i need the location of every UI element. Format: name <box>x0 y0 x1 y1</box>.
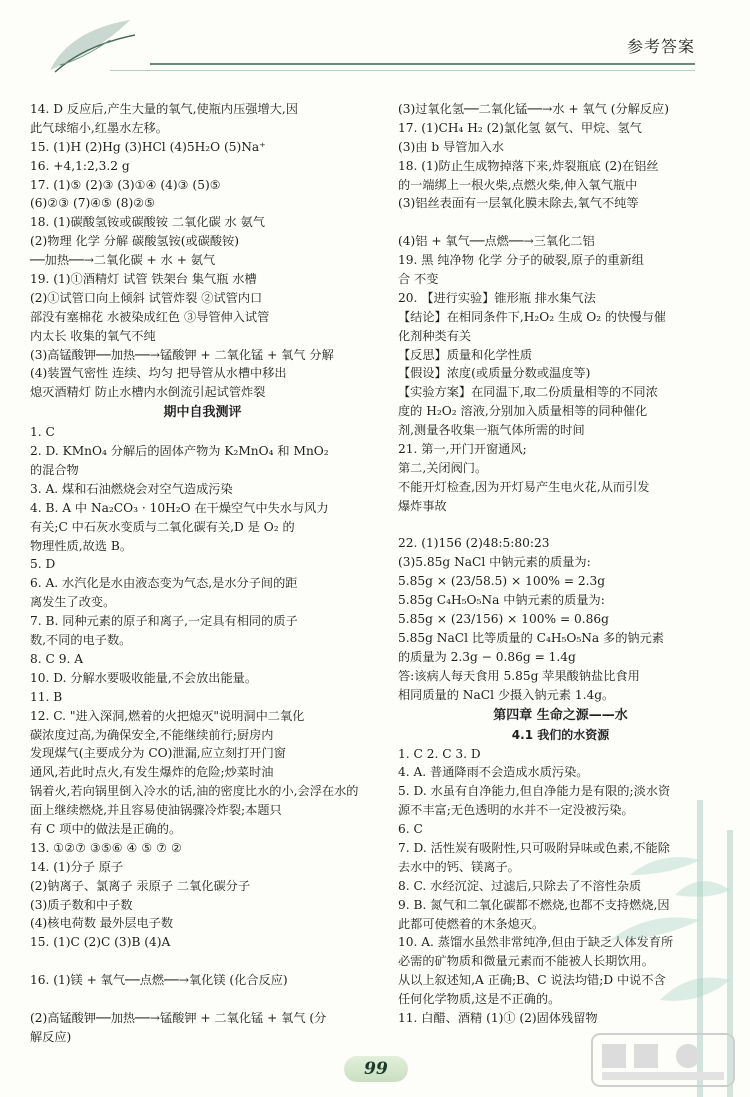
page-header <box>0 0 750 80</box>
header-title: 参考答案 <box>626 37 695 56</box>
answer-line: 答:该病人每天食用 5.85g 苹果酸钠盐比食用 <box>398 668 640 683</box>
answer-line: 5.85g C₄H₅O₅Na 中钠元素的质量为: <box>398 593 605 608</box>
answer-line: 22. (1)156 (2)48:5:80:23 <box>398 536 550 551</box>
answer-line: 合 不变 <box>398 272 439 287</box>
answer-line: 锅着火,若向锅里倒入冷水的话,油的密度比水的小,会浮在水的 <box>30 784 359 799</box>
answer-line: 去水中的钙、镁离子。 <box>398 859 520 874</box>
answer-line: 相同质量的 NaCl 少摄入钠元素 1.4g。 <box>398 687 615 702</box>
answer-line: 17. (1)⑤ (2)③ (3)①④ (4)③ (5)⑤ <box>30 177 221 192</box>
answer-line: 18. (1)防止生成物掉落下来,炸裂瓶底 (2)在铝丝 <box>398 158 659 173</box>
page-number: 99 <box>344 1056 408 1082</box>
answer-line: 6. C <box>398 822 423 837</box>
answer-line: ──加热──→二氧化碳 + 水 + 氨气 <box>30 253 216 268</box>
answer-line <box>30 990 375 1009</box>
answer-line: 此都可使燃着的木条熄灭。 <box>398 916 545 931</box>
answer-line: 剂,测量各收集一瓶气体所需的时间 <box>398 423 585 438</box>
answer-line: 通风,若此时点火,有发生爆炸的危险;炒菜时油 <box>30 765 274 780</box>
answer-line: 的质量为 2.3g − 0.86g = 1.4g <box>398 649 576 664</box>
answer-line: (3)高锰酸钾──加热──→锰酸钾 + 二氧化锰 + 氧气 分解 <box>30 347 334 362</box>
answer-line: (3)铝丝表面有一层氧化膜未除去,氧气不纯等 <box>398 196 639 211</box>
answer-line <box>398 213 723 232</box>
answer-line: (3)由 b 导管加入水 <box>398 139 504 154</box>
answer-line: 14. (1)分子 原子 <box>30 859 124 874</box>
answer-line: 4. A. 普通降雨不会造成水质污染。 <box>398 765 589 780</box>
answer-line: 5.85g NaCl 比等质量的 C₄H₅O₅Na 多的钠元素 <box>398 630 664 645</box>
answer-line: (2)高锰酸钾──加热──→锰酸钾 + 二氧化锰 + 氧气 (分 <box>30 1010 327 1025</box>
answer-line: (4)铝 + 氧气──点燃──→三氧化二铝 <box>398 234 595 249</box>
answer-line: 【反思】质量和化学性质 <box>398 347 533 362</box>
answer-line: (2)钠离子、氯离子 汞原子 二氧化碳分子 <box>30 878 251 893</box>
answer-line: 19. (1)①酒精灯 试管 铁架台 集气瓶 水槽 <box>30 272 257 287</box>
answer-line: 15. (1)C (2)C (3)B (4)A <box>30 935 171 950</box>
answer-line: 熄灭酒精灯 防止水槽内水倒流引起试管炸裂 <box>30 385 266 400</box>
answer-line: (3)5.85g NaCl 中钠元素的质量为: <box>398 555 591 570</box>
answer-line: 发现煤气(主要成分为 CO)泄漏,应立刻打开门窗 <box>30 746 286 761</box>
answer-line: (4)装置气密性 连续、均匀 把导管从水槽中移出 <box>30 366 287 381</box>
answer-line: 13. ①②⑦ ③⑤⑥ ④ ⑤ ⑦ ② <box>30 840 182 855</box>
answer-line: 度的 H₂O₂ 溶液,分别加入质量相等的同种催化 <box>398 404 648 419</box>
answer-line: (3)过氧化氢──二氧化锰──→水 + 氧气 (分解反应) <box>398 102 669 116</box>
answer-line: 19. 黑 纯净物 化学 分子的破裂,原子的重新组 <box>398 253 644 268</box>
answer-line: 的混合物 <box>30 463 79 478</box>
answer-line: 10. D. 分解水要吸收能量,不会放出能量。 <box>30 670 258 685</box>
answer-line: (2)①试管口向上倾斜 试管炸裂 ②试管内口 <box>30 290 263 305</box>
left-column <box>30 100 375 1047</box>
answer-line: 6. A. 水汽化是水由液态变为气态,是水分子间的距 <box>30 576 298 591</box>
answer-line: 5. D <box>30 557 56 572</box>
answer-line: 20. 【进行实验】锥形瓶 排水集气法 <box>398 290 596 305</box>
answer-line: 16. (1)镁 + 氧气──点燃──→氧化镁 (化合反应) <box>30 973 288 988</box>
answer-line: 有 C 项中的做法是正确的。 <box>30 821 182 836</box>
answer-line: 7. D. 活性炭有吸附性,只可吸附异味或色素,不能除 <box>398 840 670 855</box>
answer-line: 第二,关闭阀门。 <box>398 460 488 475</box>
answer-line: 物理性质,故选 B。 <box>30 538 133 553</box>
answer-line: 18. (1)碳酸氢铵或碳酸铵 二氧化碳 水 氨气 <box>30 215 265 230</box>
answer-line: 8. C 9. A <box>30 651 84 666</box>
answer-line: 解反应) <box>30 1029 72 1044</box>
answer-line: 17. (1)CH₄ H₂ (2)氯化氢 氨气、甲烷、氢气 <box>398 120 642 135</box>
subsection-title: 4.1 我们的水资源 <box>511 727 610 742</box>
section-title: 期中自我测评 <box>163 405 242 421</box>
answer-line: 12. C. "进入深洞,燃着的火把熄灭"说明洞中二氧化 <box>30 708 305 723</box>
answer-line: 3. A. 煤和石油燃烧会对空气造成污染 <box>30 481 233 496</box>
answer-line: 内太长 收集的氧气不纯 <box>30 328 156 343</box>
answer-line: 任何化学物质,这是不正确的。 <box>398 992 561 1007</box>
answer-line: 21. 第一,开门开窗通风; <box>398 442 527 457</box>
answer-line: 8. C. 水经沉淀、过滤后,只除去了不溶性杂质 <box>398 878 642 893</box>
answer-line: 10. A. 蒸馏水虽然非常纯净,但由于缺乏人体发育所 <box>398 935 674 950</box>
answer-line: 14. D 反应后,产生大量的氧气,使瓶内压强增大,因 <box>30 102 298 116</box>
answer-line: 的一端绑上一根火柴,点燃火柴,伸入氧气瓶中 <box>398 177 638 192</box>
answer-line: (2)物理 化学 分解 碳酸氢铵(或碳酸铵) <box>30 234 240 249</box>
answer-line: 7. B. 同种元素的原子和离子,一定具有相同的质子 <box>30 614 298 629</box>
answer-line: 5. D. 水虽有自净能力,但自净能力是有限的;淡水资 <box>398 784 671 799</box>
answer-line: 9. B. 氮气和二氧化碳都不燃烧,也都不支持燃烧,因 <box>398 897 670 912</box>
answer-line: 【假设】浓度(或质量分数或温度等) <box>398 366 591 381</box>
answer-line: 4. B. A 中 Na₂CO₃ · 10H₂O 在干燥空气中失水与风力 <box>30 500 329 515</box>
answer-line: 5.85g × (23/58.5) × 100% = 2.3g <box>398 574 606 589</box>
watermark-logo-icon <box>588 1030 738 1090</box>
answer-line: 此气球缩小,红墨水左移。 <box>30 120 168 135</box>
answer-line: (6)②③ (7)④⑤ (8)②⑤ <box>30 196 156 211</box>
answer-line: 离发生了改变。 <box>30 595 116 610</box>
header-rule <box>150 63 695 65</box>
answer-line: 碳浓度过高,为确保安全,不能继续前行;厨房内 <box>30 727 274 742</box>
answer-line: 数,不同的电子数。 <box>30 633 132 648</box>
answer-line: 【结论】在相同条件下,H₂O₂ 生成 O₂ 的快慢与催 <box>398 309 666 324</box>
answer-line: 必需的矿物质和微量元素而不能被人长期饮用。 <box>398 954 654 969</box>
answer-line: 1. C <box>30 425 55 440</box>
answer-line: 11. B <box>30 689 63 704</box>
answer-line: 15. (1)H (2)Hg (3)HCl (4)5H₂O (5)Na⁺ <box>30 139 266 154</box>
section-title: 第四章 生命之源——水 <box>493 707 628 723</box>
answer-line: 部没有塞棉花 水被染成红色 ③导管伸入试管 <box>30 309 270 324</box>
answer-line: 5.85g × (23/156) × 100% = 0.86g <box>398 612 609 627</box>
answer-line: 2. D. KMnO₄ 分解后的固体产物为 K₂MnO₄ 和 MnO₂ <box>30 444 329 459</box>
answer-line <box>398 516 723 535</box>
answer-line: 源不丰富;无色透明的水并不一定没被污染。 <box>398 803 634 818</box>
answer-line: 有关;C 中石灰水变质与二氧化碳有关,D 是 O₂ 的 <box>30 519 295 534</box>
answer-line: (3)质子数和中子数 <box>30 897 133 912</box>
answer-line: 面上继续燃烧,并且容易使油锅骤冷炸裂;本题只 <box>30 803 282 818</box>
answer-line: 化剂种类有关 <box>398 328 472 343</box>
answer-line: 不能开灯检查,因为开灯易产生电火花,从而引发 <box>398 479 650 494</box>
answer-line: 11. 白醋、酒精 (1)① (2)固体残留物 <box>398 1010 598 1025</box>
answer-line: 【实验方案】在同温下,取二份质量相等的不同浓 <box>398 385 658 400</box>
answer-line: 1. C 2. C 3. D <box>398 746 481 761</box>
answer-line: (4)核电荷数 最外层电子数 <box>30 916 174 931</box>
header-rule-thin <box>110 70 695 71</box>
answer-line: 16. +4,1:2,3.2 g <box>30 158 130 173</box>
answer-line <box>30 952 375 971</box>
answer-line: 爆炸事故 <box>398 498 447 513</box>
answer-line: 从以上叙述知,A 正确;B、C 说法均错;D 中说不含 <box>398 973 666 988</box>
